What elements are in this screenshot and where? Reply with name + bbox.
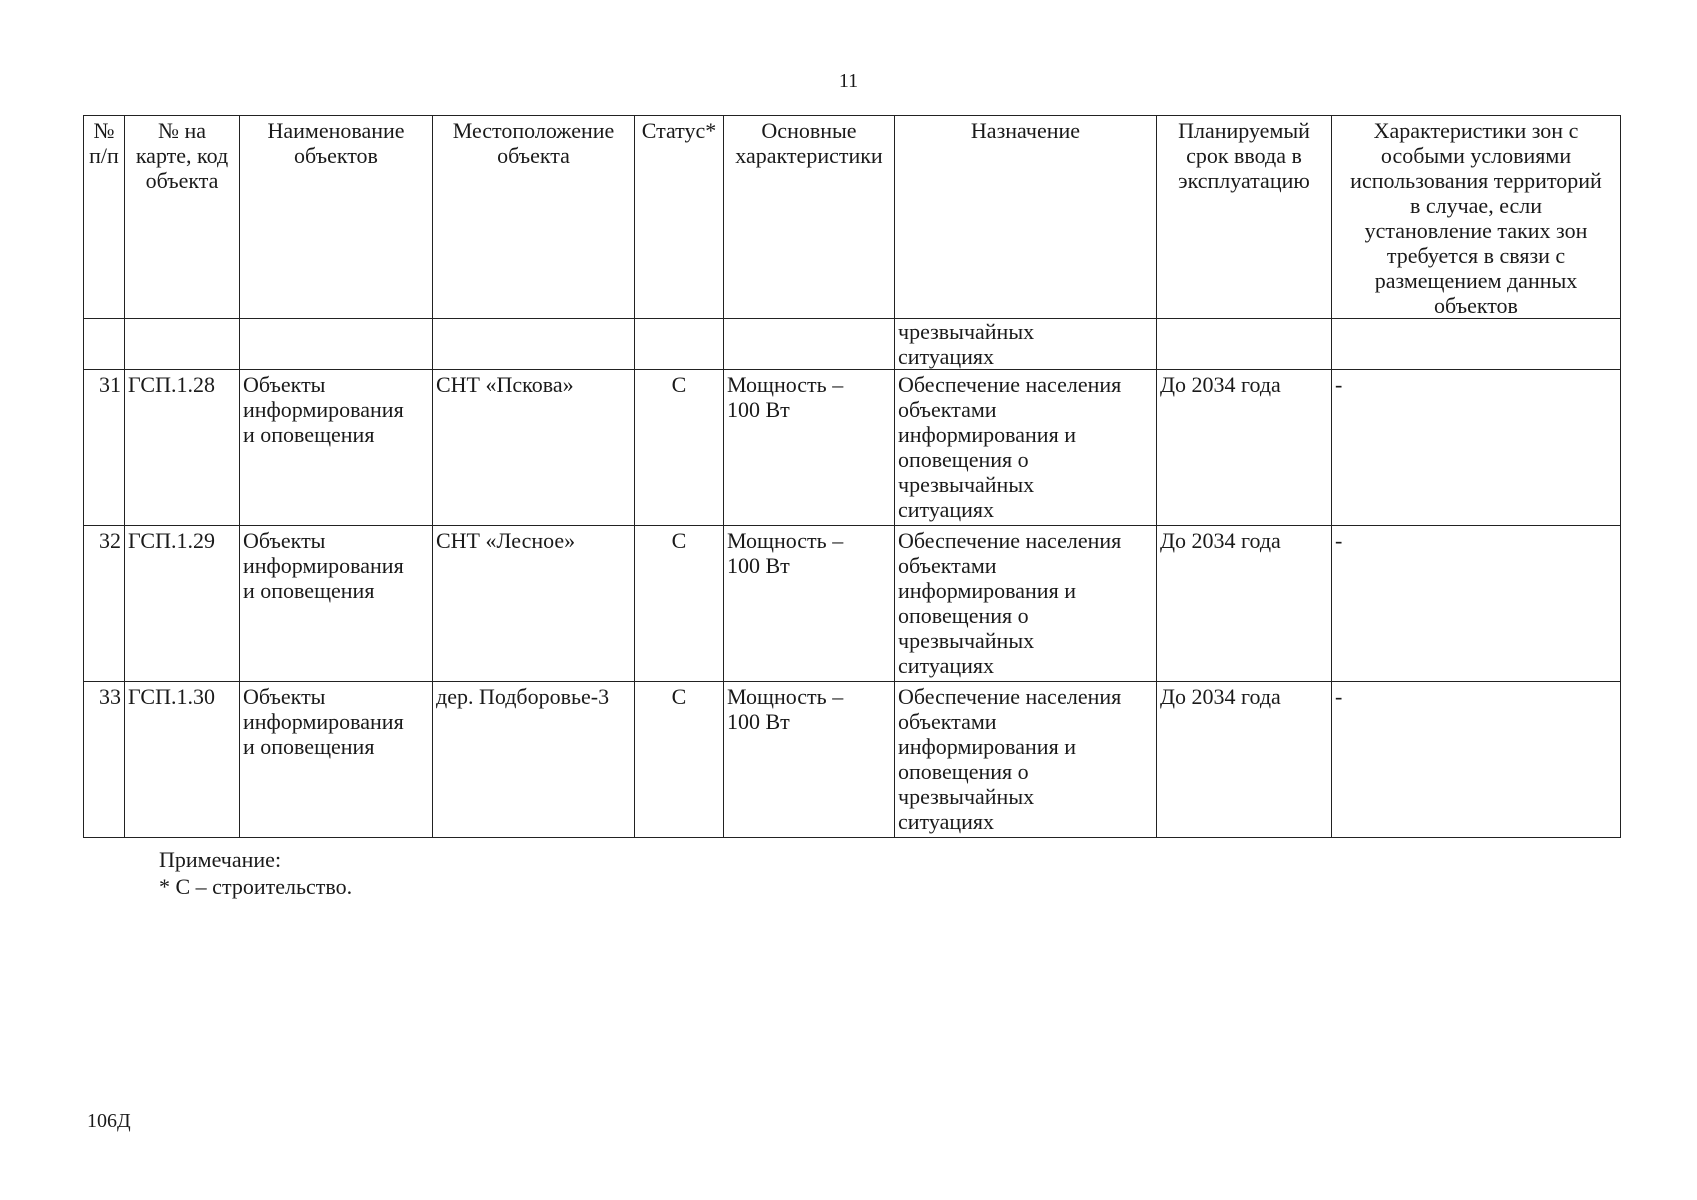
header-characteristics: Основные характеристики xyxy=(724,116,895,319)
row-zones: - xyxy=(1332,370,1621,526)
row-num: 33 xyxy=(84,682,125,838)
row-term: До 2034 года xyxy=(1157,370,1332,526)
row-characteristics: Мощность – 100 Вт xyxy=(724,682,895,838)
row-term: До 2034 года xyxy=(1157,526,1332,682)
header-location: Местоположение объекта xyxy=(433,116,635,319)
row-location: СНТ «Лесное» xyxy=(433,526,635,682)
header-map-code: № на карте, код объекта xyxy=(125,116,240,319)
row-name: Объекты информирования и оповещения xyxy=(240,682,433,838)
footer-code: 106Д xyxy=(87,1110,131,1132)
row-location: СНТ «Пскова» xyxy=(433,370,635,526)
row-purpose: Обеспечение населения объектами информирования и оповещения о чрезвычайных ситуациях xyxy=(895,682,1157,838)
header-term: Планируемый срок ввода в эксплуатацию xyxy=(1157,116,1332,319)
row-name: Объекты информирования и оповещения xyxy=(240,370,433,526)
table-row xyxy=(84,526,1621,682)
note-title: Примечание: xyxy=(159,847,282,872)
header-purpose: Назначение xyxy=(895,116,1157,319)
table-note xyxy=(159,846,352,900)
header-object-name: Наименование объектов xyxy=(240,116,433,319)
header-status: Статус* xyxy=(635,116,724,319)
row-status: С xyxy=(635,526,724,682)
row-characteristics: Мощность – 100 Вт xyxy=(724,370,895,526)
row-status: С xyxy=(635,370,724,526)
row-term: До 2034 года xyxy=(1157,682,1332,838)
table-row xyxy=(84,682,1621,838)
header-num: № п/п xyxy=(84,116,125,319)
row-num: 31 xyxy=(84,370,125,526)
row-code: ГСП.1.29 xyxy=(125,526,240,682)
objects-table xyxy=(83,115,1621,838)
header-zones: Характеристики зон с особыми условиями использования территорий в случае, если установление таких зон требуется в связи с размещением данных объектов xyxy=(1332,116,1621,319)
row-code: ГСП.1.30 xyxy=(125,682,240,838)
row-zones: - xyxy=(1332,682,1621,838)
row-purpose: Обеспечение населения объектами информирования и оповещения о чрезвычайных ситуациях xyxy=(895,526,1157,682)
page-number: 11 xyxy=(838,70,859,92)
row-num: 32 xyxy=(84,526,125,682)
row-name: Объекты информирования и оповещения xyxy=(240,526,433,682)
table-row-continuation xyxy=(84,319,1621,370)
note-text: * С – строительство. xyxy=(159,874,353,899)
row-purpose: Обеспечение населения объектами информирования и оповещения о чрезвычайных ситуациях xyxy=(895,370,1157,526)
row-characteristics: Мощность – 100 Вт xyxy=(724,526,895,682)
row-code: ГСП.1.28 xyxy=(125,370,240,526)
table-row xyxy=(84,370,1621,526)
row-zones: - xyxy=(1332,526,1621,682)
continuation-purpose-cell: чрезвычайных ситуациях xyxy=(895,319,1157,370)
row-location: дер. Подборовье-3 xyxy=(433,682,635,838)
row-status: С xyxy=(635,682,724,838)
table-header-row xyxy=(84,116,1621,319)
